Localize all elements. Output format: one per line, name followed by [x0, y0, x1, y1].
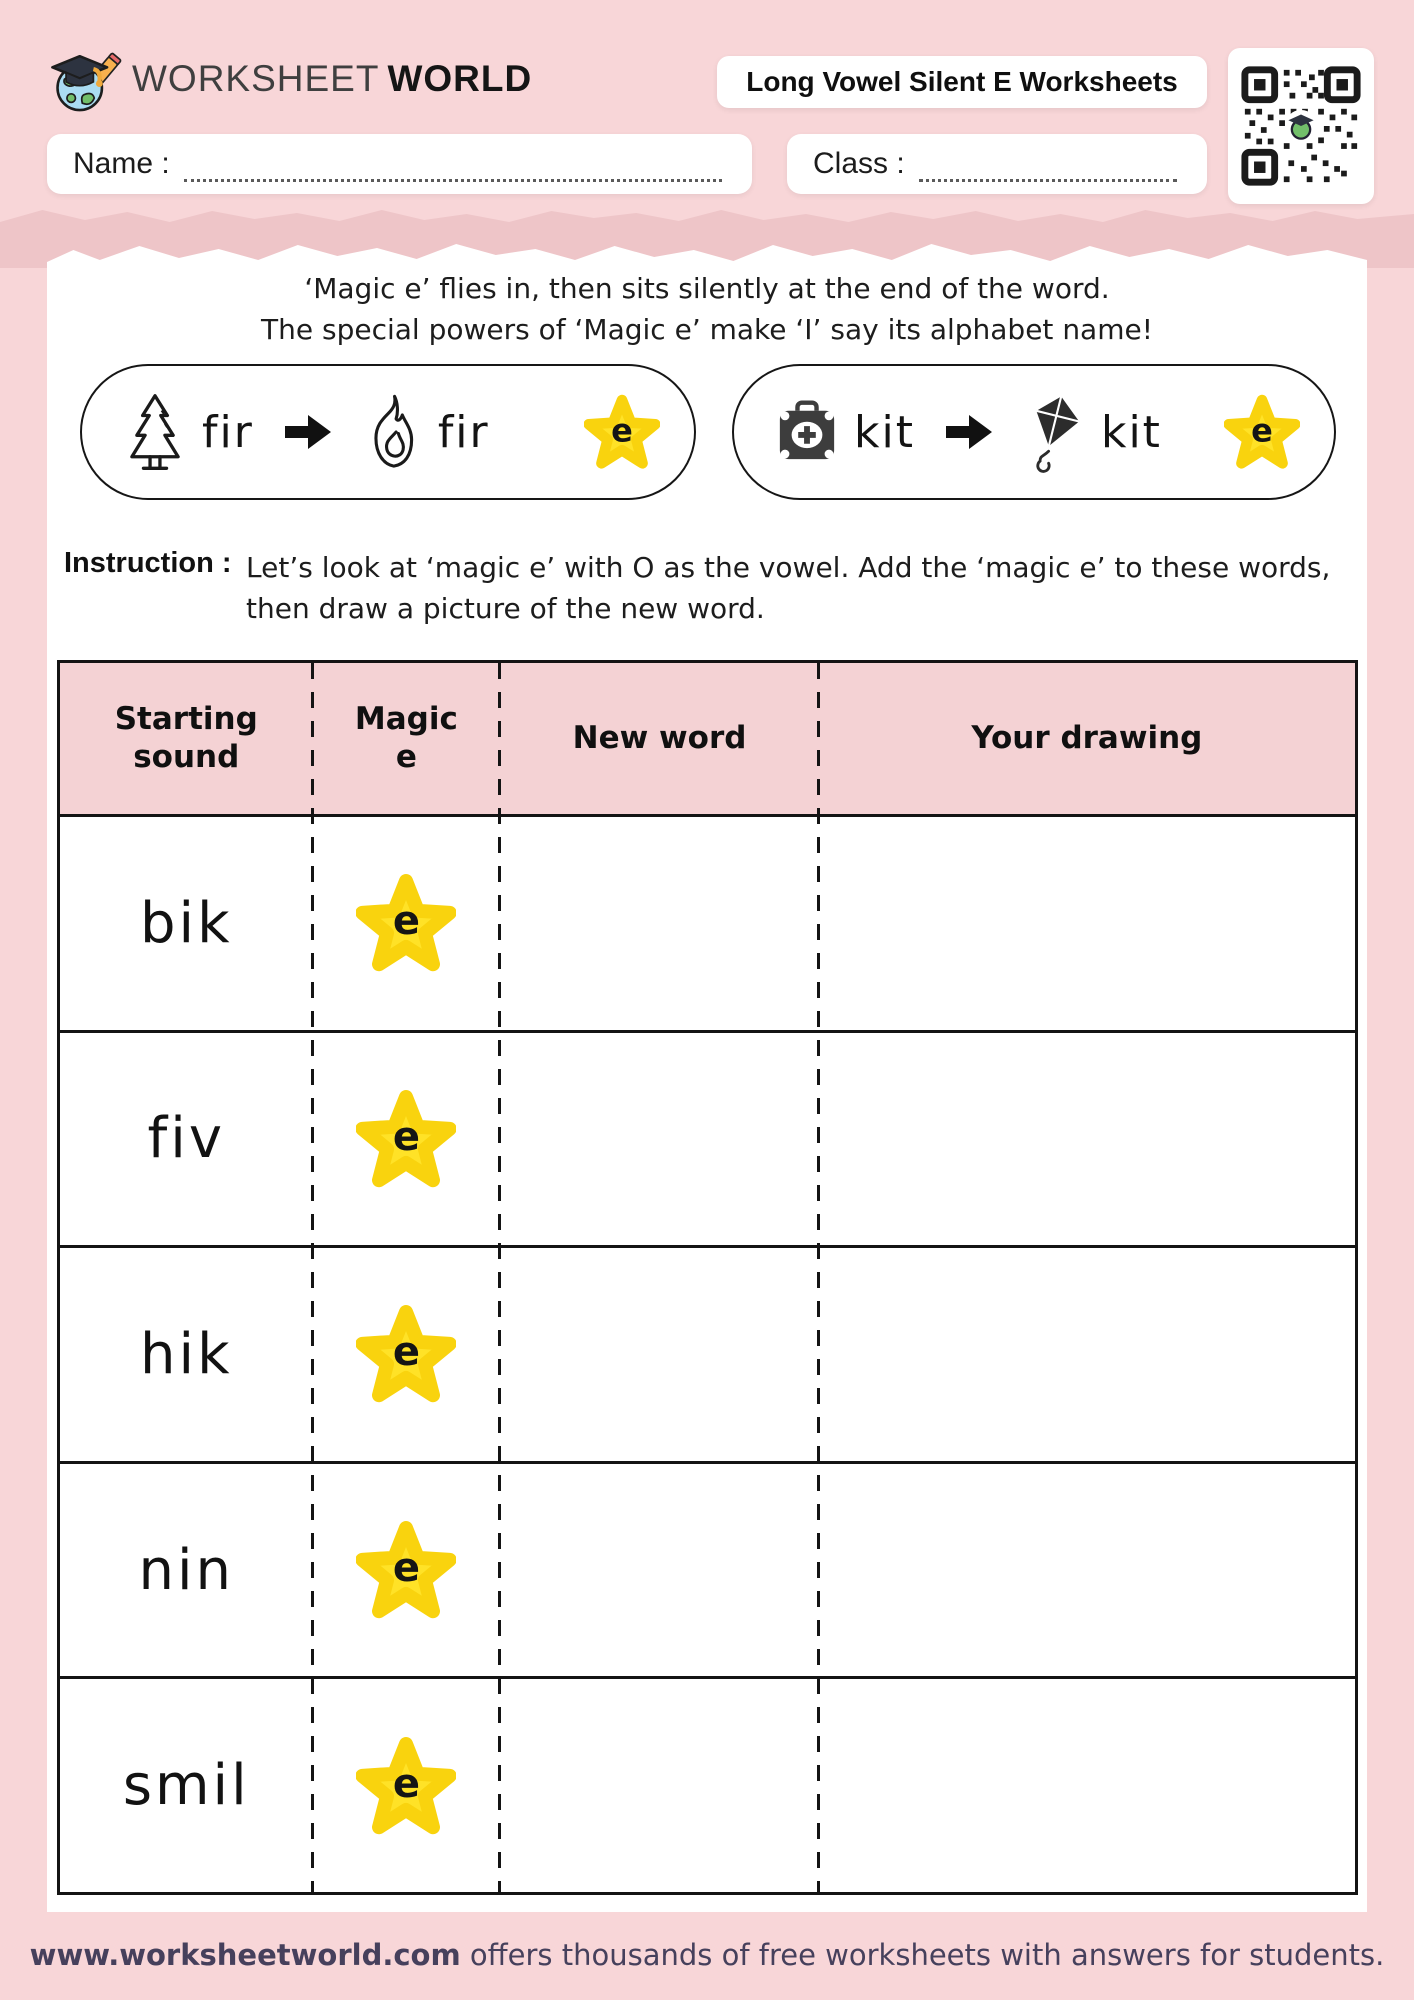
magic-letter: e — [392, 1329, 420, 1376]
class-field — [787, 134, 1207, 194]
worksheet-world-logo-icon — [44, 40, 124, 122]
header-starting-sound: Starting sound — [114, 701, 258, 775]
header-magic-e: Magic e — [354, 701, 458, 775]
example-word-after: fir — [437, 406, 490, 458]
magic-e-cell — [313, 1033, 501, 1246]
class-label: Class : — [813, 147, 905, 180]
header-new-word: New word — [572, 719, 747, 756]
table-row — [60, 1464, 1355, 1680]
starting-sound-cell: nin — [138, 1537, 235, 1603]
magic-e-star — [356, 1520, 456, 1620]
magic-e-star — [356, 1089, 456, 1189]
your-drawing-cell[interactable] — [819, 1464, 1355, 1677]
class-fill-line[interactable] — [919, 178, 1177, 182]
instruction-label: Instruction : — [64, 547, 232, 579]
instruction-line-2: then draw a picture of the new word. — [246, 592, 765, 625]
qr-code-icon — [1238, 63, 1364, 189]
new-word-cell[interactable] — [500, 1679, 819, 1892]
instruction-line-1: Let’s look at ‘magic e’ with O as the vowel. Add the ‘magic e’ to these words, — [246, 551, 1331, 584]
new-word-cell[interactable] — [500, 1033, 819, 1246]
magic-e-cell — [313, 1679, 501, 1892]
brand-regular: WORKSHEET — [132, 58, 380, 99]
magic-e-cell — [313, 1248, 501, 1461]
worksheet-title-badge — [717, 56, 1207, 108]
column-divider — [311, 663, 314, 1892]
your-drawing-cell[interactable] — [819, 1033, 1355, 1246]
arrow-right-icon — [943, 410, 995, 454]
intro-text — [47, 268, 1367, 350]
brand-bold: WORLD — [387, 58, 533, 99]
example-word-after: kit — [1100, 406, 1162, 458]
pine-tree-icon — [122, 390, 188, 474]
new-word-cell[interactable] — [500, 1248, 819, 1461]
worksheet-title: Long Vowel Silent E Worksheets — [746, 66, 1178, 97]
starting-sound-cell: fiv — [147, 1106, 225, 1172]
header-your-drawing: Your drawing — [971, 719, 1203, 756]
intro-line-2: The special powers of ‘Magic e’ make ‘I’ say its alphabet name! — [261, 313, 1153, 346]
magic-e-star — [356, 1304, 456, 1404]
magic-e-star — [1224, 394, 1300, 470]
starting-sound-cell: smil — [122, 1753, 250, 1819]
your-drawing-cell[interactable] — [819, 1248, 1355, 1461]
magic-e-star — [356, 1736, 456, 1836]
footer-text — [0, 1938, 1414, 1972]
starting-sound-cell: bik — [139, 890, 233, 956]
first-aid-kit-icon — [774, 397, 840, 467]
magic-e-star — [584, 394, 660, 470]
qr-code-box — [1228, 48, 1374, 204]
arrow-right-icon — [282, 410, 334, 454]
table-row — [60, 817, 1355, 1033]
table-row — [60, 1679, 1355, 1895]
magic-letter: e — [392, 898, 420, 945]
intro-line-1: ‘Magic e’ flies in, then sits silently at the end of the word. — [304, 272, 1110, 305]
example-word-before: fir — [202, 406, 254, 458]
your-drawing-cell[interactable] — [819, 817, 1355, 1030]
name-field — [47, 134, 752, 194]
table-row — [60, 1033, 1355, 1249]
name-label: Name : — [73, 147, 170, 180]
example-pill-fir-fire — [80, 364, 696, 500]
column-divider — [498, 663, 501, 1892]
magic-letter: e — [1251, 411, 1273, 450]
magic-e-cell — [313, 1464, 501, 1677]
magic-e-star — [356, 873, 456, 973]
column-divider — [817, 663, 820, 1892]
kite-icon — [1023, 390, 1087, 474]
magic-letter: e — [392, 1760, 420, 1807]
name-fill-line[interactable] — [184, 178, 722, 182]
starting-sound-cell: hik — [140, 1321, 233, 1387]
worksheet-table — [57, 660, 1358, 1895]
table-row — [60, 1248, 1355, 1464]
instruction-text — [246, 547, 1346, 629]
footer-tagline: offers thousands of free worksheets with answers for students. — [460, 1938, 1385, 1972]
footer-site-url: www.worksheetworld.com — [29, 1938, 461, 1972]
magic-letter: e — [392, 1114, 420, 1161]
magic-letter: e — [392, 1545, 420, 1592]
table-header-row — [60, 663, 1355, 817]
magic-e-cell — [313, 817, 501, 1030]
magic-letter: e — [611, 411, 633, 450]
brand-name — [132, 58, 532, 100]
new-word-cell[interactable] — [500, 1464, 819, 1677]
example-word-before: kit — [854, 406, 915, 458]
fire-icon — [362, 390, 424, 474]
your-drawing-cell[interactable] — [819, 1679, 1355, 1892]
new-word-cell[interactable] — [500, 817, 819, 1030]
example-pill-kit-kite — [732, 364, 1336, 500]
